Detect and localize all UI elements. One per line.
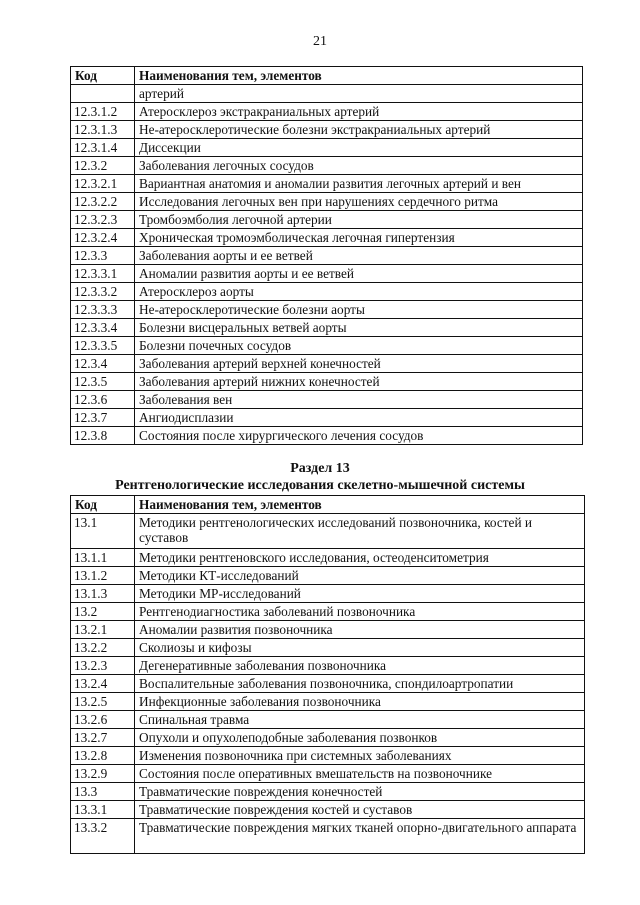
row-title: Вариантная анатомия и аномалии развития легочных артерий и вен: [135, 175, 583, 193]
row-code: 12.3.3.2: [71, 283, 135, 301]
row-title: Не-атеросклеротические болезни экстракраниальных артерий: [135, 121, 583, 139]
row-code: 13.2.7: [71, 729, 135, 747]
topics-table-section-12: [70, 66, 583, 445]
table-row: [71, 301, 583, 319]
row-title: Заболевания аорты и ее ветвей: [135, 247, 583, 265]
page-number: 21: [313, 34, 327, 49]
table-row: [71, 409, 583, 427]
row-title: Аномалии развития позвоночника: [135, 621, 585, 639]
table-row: [71, 729, 585, 747]
row-title: Атеросклероз аорты: [135, 283, 583, 301]
row-title: Ангиодисплазии: [135, 409, 583, 427]
row-title: Методики рентгенологических исследований позвоночника, костей и суставов: [135, 514, 585, 549]
table-row: [71, 549, 585, 567]
row-code: 13.2.9: [71, 765, 135, 783]
table-row: [71, 103, 583, 121]
row-title: Травматические повреждения костей и суставов: [135, 801, 585, 819]
row-code: 13.2.3: [71, 657, 135, 675]
row-title: Аномалии развития аорты и ее ветвей: [135, 265, 583, 283]
table-row: [71, 765, 585, 783]
row-title: Методики МР-исследований: [135, 585, 585, 603]
row-code: 13.3.2: [71, 819, 135, 854]
row-title: Состояния после хирургического лечения сосудов: [135, 427, 583, 445]
table-row: [71, 373, 583, 391]
row-code: 12.3.8: [71, 427, 135, 445]
row-code: 12.3.1.3: [71, 121, 135, 139]
row-title: Дегенеративные заболевания позвоночника: [135, 657, 585, 675]
row-title: Инфекционные заболевания позвоночника: [135, 693, 585, 711]
row-code: 12.3.3.5: [71, 337, 135, 355]
row-code: 12.3.2: [71, 157, 135, 175]
table-row: [71, 211, 583, 229]
table-body: [71, 85, 583, 445]
table-row: [71, 355, 583, 373]
row-title: Болезни почечных сосудов: [135, 337, 583, 355]
table-row: [71, 337, 583, 355]
row-code: 13.1.2: [71, 567, 135, 585]
row-code: 13.2: [71, 603, 135, 621]
row-code: 12.3.5: [71, 373, 135, 391]
table-row: [71, 711, 585, 729]
table-row: [71, 319, 583, 337]
table-row: [71, 265, 583, 283]
row-title: Травматические повреждения мягких тканей опорно-двигательного аппарата: [135, 819, 585, 854]
row-code: 13.2.5: [71, 693, 135, 711]
table-row: [71, 747, 585, 765]
row-code: 12.3.1.2: [71, 103, 135, 121]
table-row: [71, 819, 585, 854]
row-code: 13.2.4: [71, 675, 135, 693]
table-row: [71, 247, 583, 265]
table-row: [71, 193, 583, 211]
table-row: [71, 283, 583, 301]
row-code: 13.2.2: [71, 639, 135, 657]
row-title: Диссекции: [135, 139, 583, 157]
table-row: [71, 391, 583, 409]
row-title: Спинальная травма: [135, 711, 585, 729]
column-header-name: Наименования тем, элементов: [135, 67, 583, 85]
table-row: [71, 783, 585, 801]
table-row: [71, 514, 585, 549]
table-row: [71, 693, 585, 711]
topics-table-section-13: [70, 495, 585, 854]
table-row: [71, 175, 583, 193]
table-row: [71, 139, 583, 157]
row-code: 12.3.3.1: [71, 265, 135, 283]
row-code: 12.3.7: [71, 409, 135, 427]
row-title: Воспалительные заболевания позвоночника, спондилоартропатии: [135, 675, 585, 693]
row-code: 13.1.1: [71, 549, 135, 567]
column-header-code: Код: [71, 67, 135, 85]
table-row: [71, 229, 583, 247]
row-title: артерий: [135, 85, 583, 103]
table-row: [71, 801, 585, 819]
row-code: 12.3.1.4: [71, 139, 135, 157]
row-title: Сколиозы и кифозы: [135, 639, 585, 657]
row-code: 12.3.3: [71, 247, 135, 265]
table-row: [71, 639, 585, 657]
table-row: [71, 427, 583, 445]
row-title: Методики рентгеновского исследования, остеоденситометрия: [135, 549, 585, 567]
row-title: Исследования легочных вен при нарушениях сердечного ритма: [135, 193, 583, 211]
table-row: [71, 85, 583, 103]
row-title: Хроническая тромоэмболическая легочная гипертензия: [135, 229, 583, 247]
row-code: 12.3.3.3: [71, 301, 135, 319]
row-code: 12.3.2.2: [71, 193, 135, 211]
table-row: [71, 585, 585, 603]
row-title: Заболевания вен: [135, 391, 583, 409]
table-row: [71, 621, 585, 639]
row-title: Травматические повреждения конечностей: [135, 783, 585, 801]
row-code: 12.3.4: [71, 355, 135, 373]
row-code: 13.3: [71, 783, 135, 801]
table-row: [71, 675, 585, 693]
table-header-row: [71, 496, 585, 514]
row-title: Изменения позвоночника при системных заболеваниях: [135, 747, 585, 765]
column-header-name: Наименования тем, элементов: [135, 496, 585, 514]
section-number: Раздел 13: [290, 461, 350, 476]
table-header-row: [71, 67, 583, 85]
table-row: [71, 157, 583, 175]
row-title: Методики КТ-исследований: [135, 567, 585, 585]
row-code: 12.3.3.4: [71, 319, 135, 337]
row-code: 13.2.1: [71, 621, 135, 639]
row-code: 12.3.2.3: [71, 211, 135, 229]
row-code: 12.3.2.4: [71, 229, 135, 247]
row-code: 13.2.6: [71, 711, 135, 729]
row-title: Заболевания артерий нижних конечностей: [135, 373, 583, 391]
row-code: [71, 85, 135, 103]
row-code: 13.1: [71, 514, 135, 549]
row-code: 13.1.3: [71, 585, 135, 603]
row-title: Состояния после оперативных вмешательств на позвоночнике: [135, 765, 585, 783]
row-title: Атеросклероз экстракраниальных артерий: [135, 103, 583, 121]
row-code: 13.2.8: [71, 747, 135, 765]
column-header-code: Код: [71, 496, 135, 514]
row-code: 12.3.2.1: [71, 175, 135, 193]
row-title: Болезни висцеральных ветвей аорты: [135, 319, 583, 337]
row-code: 13.3.1: [71, 801, 135, 819]
table-row: [71, 657, 585, 675]
table-row: [71, 121, 583, 139]
row-code: 12.3.6: [71, 391, 135, 409]
row-title: Не-атеросклеротические болезни аорты: [135, 301, 583, 319]
row-title: Рентгенодиагностика заболеваний позвоночника: [135, 603, 585, 621]
section-title: Рентгенологические исследования скелетно-мышечной системы: [115, 478, 525, 493]
table-row: [71, 603, 585, 621]
table-body: [71, 514, 585, 854]
row-title: Опухоли и опухолеподобные заболевания позвонков: [135, 729, 585, 747]
row-title: Заболевания легочных сосудов: [135, 157, 583, 175]
row-title: Тромбоэмболия легочной артерии: [135, 211, 583, 229]
table-row: [71, 567, 585, 585]
row-title: Заболевания артерий верхней конечностей: [135, 355, 583, 373]
